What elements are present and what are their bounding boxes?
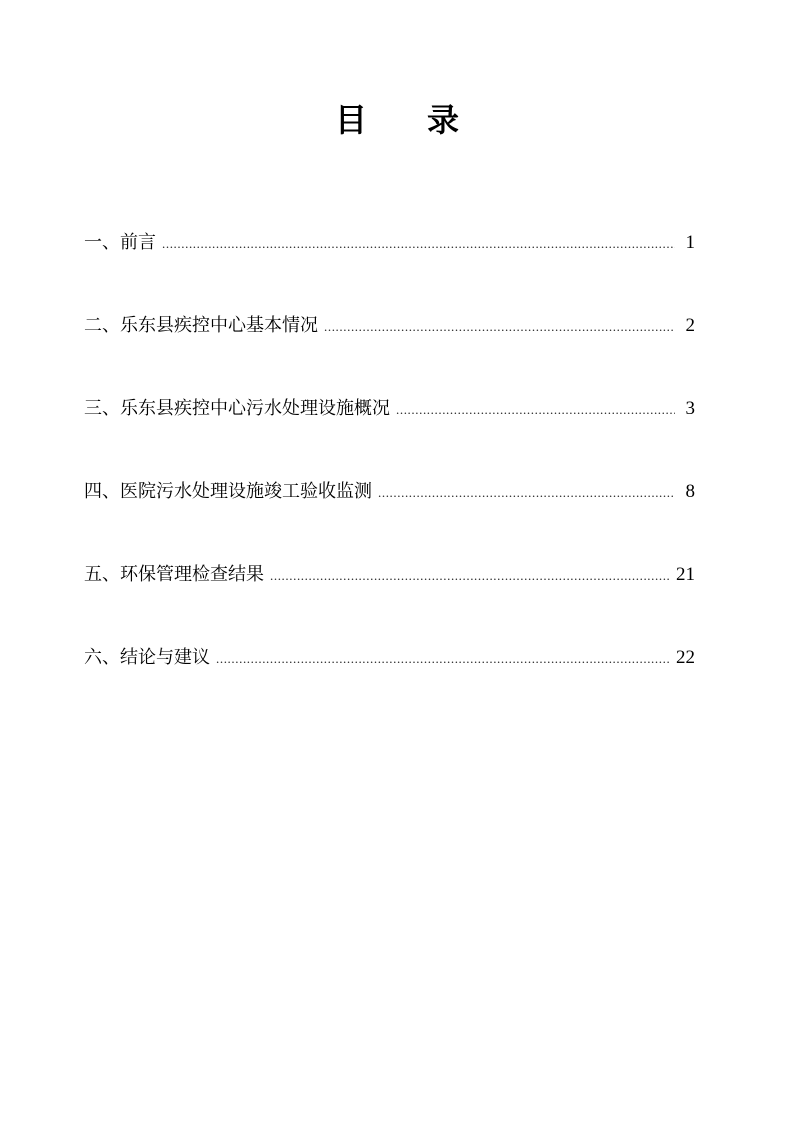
toc-page-number: 1 (685, 232, 695, 253)
toc-entry-title: 三、乐东县疾控中心污水处理设施概况 (84, 398, 390, 419)
toc-page-number: 8 (685, 481, 695, 502)
toc-page-number: 21 (676, 564, 695, 585)
table-of-contents (84, 224, 695, 722)
page-title (0, 98, 794, 142)
toc-dot-leader (324, 308, 675, 346)
toc-dot-leader (378, 474, 675, 512)
toc-entry[interactable] (84, 639, 695, 722)
toc-page-number: 2 (685, 315, 695, 336)
toc-entry-title: 五、环保管理检查结果 (84, 564, 264, 585)
toc-page-number: 22 (676, 647, 695, 668)
toc-dot-leader (396, 391, 675, 429)
toc-dot-leader (216, 640, 670, 678)
toc-entry[interactable] (84, 473, 695, 556)
title-char-2: 录 (427, 101, 460, 139)
toc-page-number: 3 (685, 398, 695, 419)
toc-entry-title: 一、前言 (84, 232, 156, 253)
toc-entry-title: 六、结论与建议 (84, 647, 210, 668)
toc-entry[interactable] (84, 307, 695, 390)
toc-entry[interactable] (84, 390, 695, 473)
toc-dot-leader (270, 557, 670, 595)
toc-entry-title: 二、乐东县疾控中心基本情况 (84, 315, 318, 336)
toc-dot-leader (162, 225, 675, 263)
title-char-1: 目 (334, 101, 367, 139)
toc-entry[interactable] (84, 224, 695, 307)
toc-entry[interactable] (84, 556, 695, 639)
toc-entry-title: 四、医院污水处理设施竣工验收监测 (84, 481, 372, 502)
